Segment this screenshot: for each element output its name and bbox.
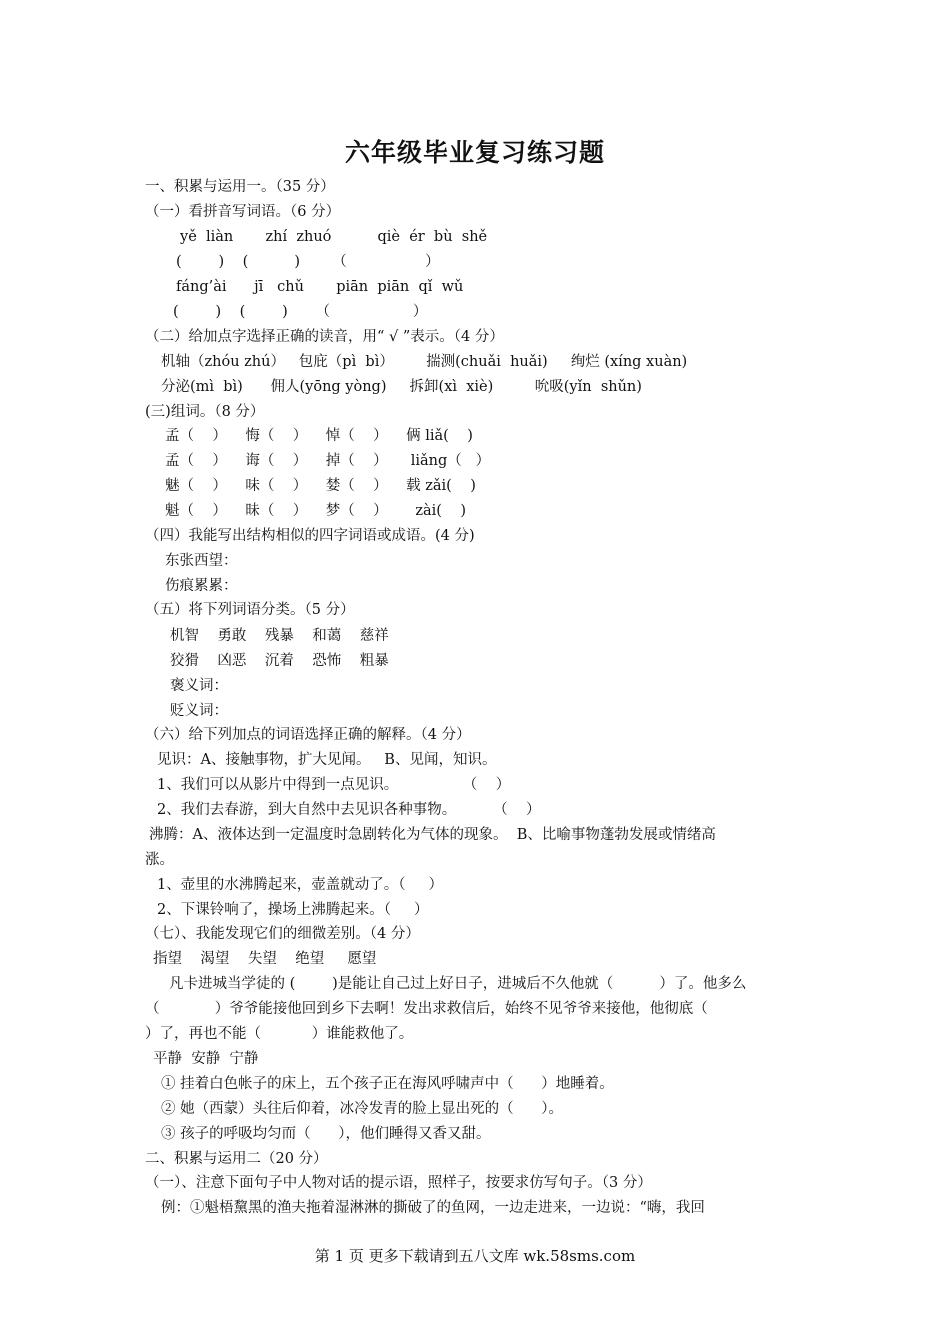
pinyin-row-1: yě liàn zhí zhuó qiè ér bù shě [180,229,488,245]
question-2-1-heading: （一）、注意下面句子中人物对话的提示语，照样子，按要求仿写句子。（3 分） [145,1175,652,1191]
section-2-heading: 二、积累与运用二（20 分） [145,1151,328,1167]
jianshi-sentence-1: 1、我们可以从影片中得到一点见识。 （ ） [157,777,511,793]
jianshi-sentence-2: 2、我们去春游，到大自然中去见识各种事物。 （ ） [157,802,541,818]
word-group-row-2: 孟（ ） 诲（ ） 掉（ ） liǎng（ ） [165,453,491,469]
word-group-row-1: 孟（ ） 悔（ ） 悼（ ） 俩 liǎ( ) [165,428,473,444]
passage-line-2: （ ）爷爷能接他回到乡下去啊！发出求救信后，始终不见爷爷来接他，他彻底（ [145,1001,708,1017]
pronunciation-row-2: 分泌(mì bì) 佣人(yōng yòng) 拆卸(xì xiè) 吮吸(yǐn shǔn) [161,379,642,395]
negative-words-label: 贬义词： [170,703,228,719]
question-1-5-heading: （五）将下列词语分类。（5 分） [145,602,355,618]
idiom-prompt-2: 伤痕累累： [165,578,238,594]
question-1-4-heading: （四）我能写出结构相似的四字词语或成语。(4 分) [145,528,475,544]
classify-words-row-2: 狡猾 凶恶 沉着 恐怖 粗暴 [170,653,389,669]
word-choices-2: 平静 安静 宁静 [153,1051,259,1067]
answer-blanks-row-2: ( ) ( ) （ ） [173,304,428,320]
definition-jianshi: 见识：A、接触事物，扩大见闻。 B、见闻，知识。 [157,752,497,768]
passage-line-3: ）了，再也不能（ ）谁能救他了。 [145,1026,414,1042]
idiom-prompt-1: 东张西望： [165,553,238,569]
question-1-7-heading: （七）、我能发现它们的细微差别。（4 分） [145,926,420,942]
pronunciation-row-1: 机轴（zhóu zhú） 包庇（pì bì） 揣测(chuǎi huǎi) 绚烂 (xíng xuàn) [161,354,688,370]
question-1-3-heading: (三)组词。（8 分） [145,404,265,420]
page-footer: 第 1 页 更多下载请到五八文库 wk.58sms.com [314,1247,636,1265]
question-1-2-heading: （二）给加点字选择正确的读音，用“ √ ”表示。（4 分） [145,329,504,345]
answer-blanks-row-1: ( ) ( ) （ ） [176,254,440,270]
question-1-1-heading: （一）看拼音写词语。（6 分） [145,204,341,220]
word-group-row-3: 魅（ ） 味（ ） 婪（ ） 载 zǎi( ) [165,478,476,494]
fill-sentence-2: ② 她（西蒙）头往后仰着，冰冷发青的脸上显出死的（ ）。 [161,1101,564,1117]
passage-line-1: 凡卡进城当学徒的 ( )是能让自己过上好日子，进城后不久他就（ ）了。他多么 [169,976,747,992]
feiteng-sentence-1: 1、壶里的水沸腾起来，壶盖就动了。（ ） [157,877,444,893]
definition-feiteng: 沸腾：A、液体达到一定温度时急剧转化为气体的现象。 B、比喻事物蓬勃发展或情绪高 [149,827,716,843]
word-choices-1: 指望 渴望 失望 绝望 愿望 [153,951,377,967]
page-title: 六年级毕业复习练习题 [344,138,605,167]
definition-feiteng-cont: 涨。 [145,852,174,868]
pinyin-row-2: fáng’ài jī chǔ piān piān qǐ wǔ [176,279,464,295]
positive-words-label: 褒义词： [170,678,228,694]
feiteng-sentence-2: 2、下课铃响了，操场上沸腾起来。（ ） [157,902,429,918]
question-1-6-heading: （六）给下列加点的词语选择正确的解释。（4 分） [145,727,471,743]
fill-sentence-1: ① 挂着白色帐子的床上，五个孩子正在海风呼啸声中（ ）地睡着。 [161,1076,614,1092]
section-1-heading: 一、积累与运用一。（35 分） [145,179,335,195]
classify-words-row-1: 机智 勇敢 残暴 和蔼 慈祥 [170,628,389,644]
word-group-row-4: 魁（ ） 昧（ ） 梦（ ） zài( ) [165,503,467,519]
fill-sentence-3: ③ 孩子的呼吸均匀而（ ），他们睡得又香又甜。 [161,1126,491,1142]
example-sentence: 例：①魁梧黧黑的渔夫拖着湿淋淋的撕破了的鱼网，一边走进来，一边说：“嗨，我回 [161,1200,705,1216]
